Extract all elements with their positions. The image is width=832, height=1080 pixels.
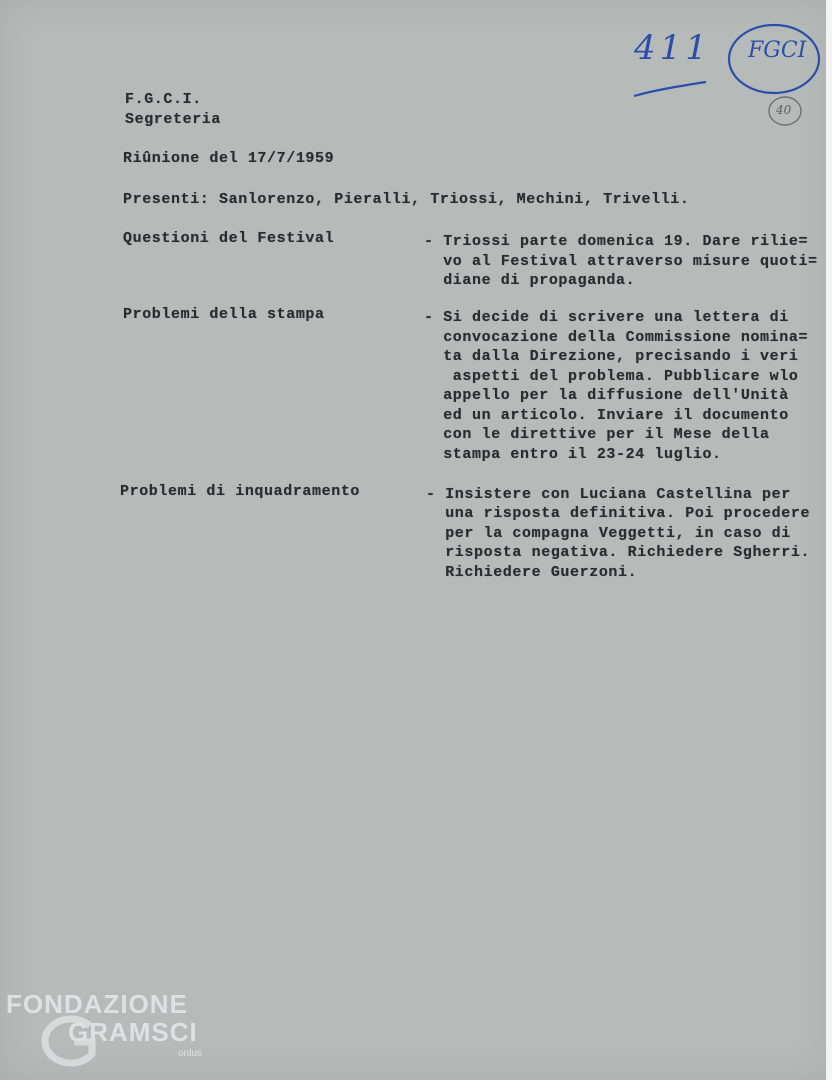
festival-line-1: - Triossi parte domenica 19. Dare rilie= bbox=[424, 233, 809, 250]
stampa-line-4: aspetti del problema. Pubblicare wlo bbox=[424, 368, 799, 385]
office-name: Segreteria bbox=[125, 111, 222, 128]
inquadramento-line-4: risposta negativa. Richiedere Sgherri. bbox=[426, 544, 811, 561]
handwritten-number: 411 bbox=[634, 28, 711, 68]
watermark-logo bbox=[6, 989, 202, 1059]
stampa-line-6: ed un articolo. Inviare il documento bbox=[424, 407, 789, 424]
attendees: Presenti: Sanlorenzo, Pieralli, Triossi, Mechini, Trivelli. bbox=[123, 191, 690, 208]
stampa-line-8: stampa entro il 23-24 luglio. bbox=[424, 446, 722, 463]
meeting-title: Riûnione del 17/7/1959 bbox=[123, 150, 335, 167]
handwritten-page-number: 40 bbox=[776, 103, 792, 117]
festival-line-2: vo al Festival attraverso misure quoti= bbox=[424, 253, 818, 270]
topic-inquadramento: Problemi di inquadramento bbox=[120, 483, 361, 500]
topic-stampa: Problemi della stampa bbox=[123, 306, 325, 323]
stampa-line-1: - Si decide di scrivere una lettera di bbox=[424, 309, 789, 326]
stampa-line-5: appello per la diffusione dell'Unità bbox=[424, 387, 789, 404]
watermark-suffix: onlus bbox=[178, 1048, 202, 1059]
org-name: F.G.C.I. bbox=[125, 91, 202, 108]
inquadramento-line-3: per la compagna Veggetti, in caso di bbox=[426, 525, 791, 542]
stampa-line-7: con le direttive per il Mese della bbox=[424, 426, 770, 443]
page-edge bbox=[826, 0, 832, 1080]
watermark-line-1: FONDAZIONE bbox=[6, 989, 188, 1019]
topic-festival: Questioni del Festival bbox=[123, 230, 335, 247]
inquadramento-line-1: - Insistere con Luciana Castellina per bbox=[426, 486, 791, 503]
stampa-line-2: convocazione della Commissione nomina= bbox=[424, 329, 809, 346]
inquadramento-line-2: una risposta definitiva. Poi procedere bbox=[426, 505, 811, 522]
inquadramento-line-5: Richiedere Guerzoni. bbox=[426, 564, 638, 581]
handwritten-underline bbox=[630, 78, 710, 100]
festival-line-3: diane di propaganda. bbox=[424, 272, 636, 289]
stampa-line-3: ta dalla Direzione, precisando i veri bbox=[424, 348, 799, 365]
handwritten-code: FGCI bbox=[748, 38, 807, 63]
watermark-line-2: GRAMSCI bbox=[68, 1017, 198, 1047]
